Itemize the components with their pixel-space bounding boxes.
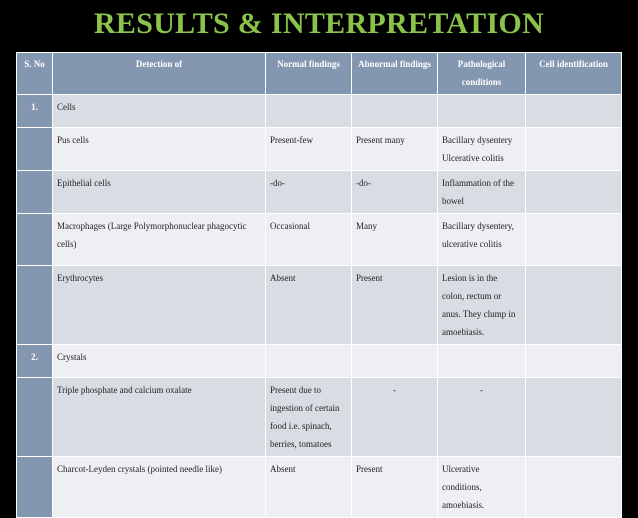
pathological-cell: -	[438, 378, 526, 457]
header-normal-findings: Normal findings	[266, 53, 352, 95]
identification-cell	[526, 266, 622, 345]
abnormal-cell: Present	[352, 457, 438, 518]
table-cell	[526, 345, 622, 378]
group-name: Cells	[53, 95, 266, 128]
header-sno: S. No	[17, 53, 53, 95]
identification-cell	[526, 378, 622, 457]
normal-cell: Present due to ingestion of certain food i.e. spinach, berries, tomatoes	[266, 378, 352, 457]
group-number: 1.	[17, 95, 53, 128]
identification-cell	[526, 128, 622, 171]
abnormal-cell: Present many	[352, 128, 438, 171]
results-table	[16, 52, 622, 518]
table-cell	[17, 266, 53, 345]
table-row	[17, 457, 622, 518]
detection-cell: Epithelial cells	[53, 171, 266, 214]
table-row-group-crystals	[17, 345, 622, 378]
table-row	[17, 171, 622, 214]
table-row	[17, 266, 622, 345]
abnormal-cell: Present	[352, 266, 438, 345]
table-row	[17, 378, 622, 457]
table-cell	[17, 171, 53, 214]
normal-cell: Occasional	[266, 214, 352, 266]
group-name: Crystals	[53, 345, 266, 378]
header-pathological-conditions: Pathological conditions	[438, 53, 526, 95]
table-cell	[352, 345, 438, 378]
identification-cell	[526, 171, 622, 214]
pathological-cell: Inflammation of the bowel	[438, 171, 526, 214]
group-number: 2.	[17, 345, 53, 378]
normal-cell: Absent	[266, 266, 352, 345]
header-abnormal-findings: Abnormal findings	[352, 53, 438, 95]
header-detection: Detection of	[53, 53, 266, 95]
table-cell	[17, 457, 53, 518]
pathological-cell: Ulcerative conditions, amoebiasis.	[438, 457, 526, 518]
table-cell	[438, 95, 526, 128]
header-cell-identification: Cell identification	[526, 53, 622, 95]
normal-cell: -do-	[266, 171, 352, 214]
pathological-cell: Lesion is in the colon, rectum or anus. They clump in amoebiasis.	[438, 266, 526, 345]
detection-cell: Pus cells	[53, 128, 266, 171]
table-row-group-cells	[17, 95, 622, 128]
identification-cell	[526, 457, 622, 518]
pathological-cell: Bacillary dysentery, ulcerative colitis	[438, 214, 526, 266]
header-row	[17, 53, 622, 95]
detection-cell: Charcot-Leyden crystals (pointed needle like)	[53, 457, 266, 518]
detection-cell: Macrophages (Large Polymorphonuclear phagocytic cells)	[53, 214, 266, 266]
table-cell	[266, 95, 352, 128]
detection-cell: Triple phosphate and calcium oxalate	[53, 378, 266, 457]
table-cell	[438, 345, 526, 378]
table-cell	[17, 128, 53, 171]
table-cell	[17, 214, 53, 266]
identification-cell	[526, 214, 622, 266]
abnormal-cell: Many	[352, 214, 438, 266]
detection-cell: Erythrocytes	[53, 266, 266, 345]
table-row	[17, 128, 622, 171]
normal-cell: Absent	[266, 457, 352, 518]
table-cell	[352, 95, 438, 128]
table-row	[17, 214, 622, 266]
pathological-cell: Bacillary dysentery Ulcerative colitis	[438, 128, 526, 171]
abnormal-cell: -	[352, 378, 438, 457]
normal-cell: Present-few	[266, 128, 352, 171]
abnormal-cell: -do-	[352, 171, 438, 214]
slide-title: RESULTS & INTERPRETATION	[93, 7, 545, 40]
table-cell	[526, 95, 622, 128]
table-cell	[17, 378, 53, 457]
table-cell	[266, 345, 352, 378]
